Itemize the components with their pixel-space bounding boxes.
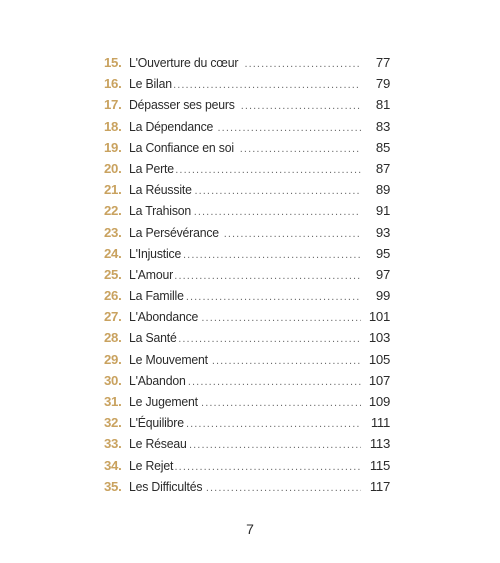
- toc-dot-leader: [186, 287, 361, 308]
- toc-entry: [104, 73, 390, 94]
- toc-entry-page: 77: [375, 55, 390, 70]
- toc-entry-number: 21.: [104, 182, 122, 198]
- toc-entry-page: 79: [375, 76, 390, 92]
- toc-entry-title: Le Réseau: [129, 436, 187, 452]
- toc-entry-page: 89: [375, 182, 390, 198]
- toc-entry-page: 99: [375, 288, 390, 304]
- toc-entry-page: 111: [370, 415, 390, 431]
- toc-dot-leader: [194, 202, 361, 223]
- toc-entry-page: 103: [368, 330, 390, 346]
- toc-entry: [104, 412, 390, 433]
- toc-entry-title: L'Équilibre: [129, 415, 184, 431]
- table-of-contents: [104, 52, 390, 497]
- toc-entry-title: La Santé: [129, 330, 177, 346]
- toc-entry: [104, 327, 390, 348]
- toc-entry-number: 22.: [104, 203, 122, 219]
- toc-entry-number: 26.: [104, 288, 122, 304]
- toc-entry: [104, 306, 390, 327]
- toc-entry: [104, 391, 390, 412]
- page-number: 7: [246, 521, 254, 537]
- toc-entry-number: 25.: [104, 266, 122, 282]
- toc-entry-page: 109: [368, 394, 390, 409]
- toc-entry-title: Le Mouvement: [129, 351, 208, 367]
- toc-entry-number: 19.: [104, 139, 122, 155]
- toc-entry-number: 32.: [104, 415, 122, 431]
- toc-entry: [104, 137, 390, 158]
- toc-entry-page: 105: [368, 351, 390, 367]
- toc-entry-title: L'Abondance: [129, 309, 199, 325]
- toc-dot-leader: [201, 308, 361, 329]
- toc-entry-title: L'Injustice: [129, 245, 182, 261]
- toc-dot-leader: [173, 75, 361, 96]
- toc-entry-number: 17.: [104, 97, 122, 113]
- toc-entry-number: 30.: [104, 372, 122, 388]
- toc-entry: [104, 116, 390, 137]
- toc-entry-title: Dépasser ses peurs: [129, 97, 235, 113]
- toc-entry: [104, 52, 390, 73]
- toc-entry-title: La Perte: [129, 160, 174, 176]
- toc-entry-title: Le Bilan: [129, 76, 172, 92]
- toc-entry-title: Le Rejet: [129, 457, 174, 473]
- toc-entry-page: 85: [375, 139, 390, 155]
- toc-dot-leader: [194, 181, 361, 202]
- toc-entry-number: 31.: [104, 394, 122, 409]
- toc-dot-leader: [186, 414, 361, 435]
- toc-entry-title: L'Amour: [129, 266, 173, 282]
- toc-entry-page: 81: [375, 97, 390, 113]
- toc-entry: [104, 200, 390, 221]
- toc-dot-leader: [183, 245, 361, 266]
- toc-entry-number: 20.: [104, 160, 122, 176]
- toc-entry-page: 93: [375, 224, 390, 240]
- toc-entry: [104, 455, 390, 476]
- toc-entry-number: 35.: [104, 478, 122, 494]
- toc-entry: [104, 94, 390, 115]
- toc-entry-page: 91: [375, 203, 390, 219]
- toc-dot-leader: [218, 118, 361, 139]
- toc-entry-number: 24.: [104, 245, 122, 261]
- toc-dot-leader: [188, 372, 361, 393]
- toc-entry-page: 101: [368, 309, 390, 325]
- toc-entry-page: 107: [368, 372, 390, 388]
- toc-entry-number: 27.: [104, 309, 122, 325]
- toc-entry: [104, 158, 390, 179]
- toc-entry-page: 95: [375, 245, 390, 261]
- toc-entry-title: Les Difficultés: [129, 478, 203, 494]
- toc-dot-leader: [240, 139, 361, 160]
- toc-dot-leader: [175, 457, 361, 478]
- toc-entry-page: 83: [375, 118, 390, 134]
- toc-entry-number: 34.: [104, 457, 122, 473]
- toc-dot-leader: [175, 160, 361, 181]
- toc-entry-title: Le Jugement: [129, 394, 198, 409]
- toc-entry-number: 15.: [104, 55, 122, 70]
- toc-dot-leader: [201, 393, 361, 414]
- toc-entry-number: 28.: [104, 330, 122, 346]
- toc-entry-page: 115: [369, 457, 390, 473]
- toc-entry-title: La Réussite: [129, 182, 192, 198]
- toc-dot-leader: [178, 329, 361, 350]
- toc-entry-page: 117: [369, 478, 390, 494]
- toc-entry-title: La Confiance en soi: [129, 139, 234, 155]
- toc-entry: [104, 370, 390, 391]
- toc-entry-title: La Trahison: [129, 203, 192, 219]
- toc-entry-page: 113: [369, 436, 390, 452]
- toc-entry: [104, 349, 390, 370]
- toc-entry-number: 23.: [104, 224, 122, 240]
- toc-dot-leader: [244, 54, 361, 75]
- toc-entry-number: 29.: [104, 351, 122, 367]
- toc-dot-leader: [206, 478, 361, 499]
- toc-entry: [104, 264, 390, 285]
- toc-entry-number: 16.: [104, 76, 122, 92]
- toc-dot-leader: [189, 435, 361, 456]
- toc-entry: [104, 179, 390, 200]
- toc-entry-title: La Dépendance: [129, 118, 214, 134]
- toc-entry-title: L'Abandon: [129, 372, 186, 388]
- toc-entry-title: L'Ouverture du cœur: [129, 55, 239, 70]
- toc-entry: [104, 243, 390, 264]
- toc-entry-page: 97: [375, 266, 390, 282]
- toc-entry-number: 18.: [104, 118, 122, 134]
- toc-entry: [104, 222, 390, 243]
- toc-dot-leader: [241, 96, 361, 117]
- toc-dot-leader: [224, 224, 361, 245]
- toc-entry-title: La Persévérance: [129, 224, 219, 240]
- toc-entry: [104, 433, 390, 454]
- toc-entry-page: 87: [375, 160, 390, 176]
- toc-entry: [104, 285, 390, 306]
- toc-entry-number: 33.: [104, 436, 122, 452]
- toc-dot-leader: [174, 266, 361, 287]
- toc-dot-leader: [212, 351, 361, 372]
- toc-entry: [104, 476, 390, 497]
- toc-entry-title: La Famille: [129, 288, 184, 304]
